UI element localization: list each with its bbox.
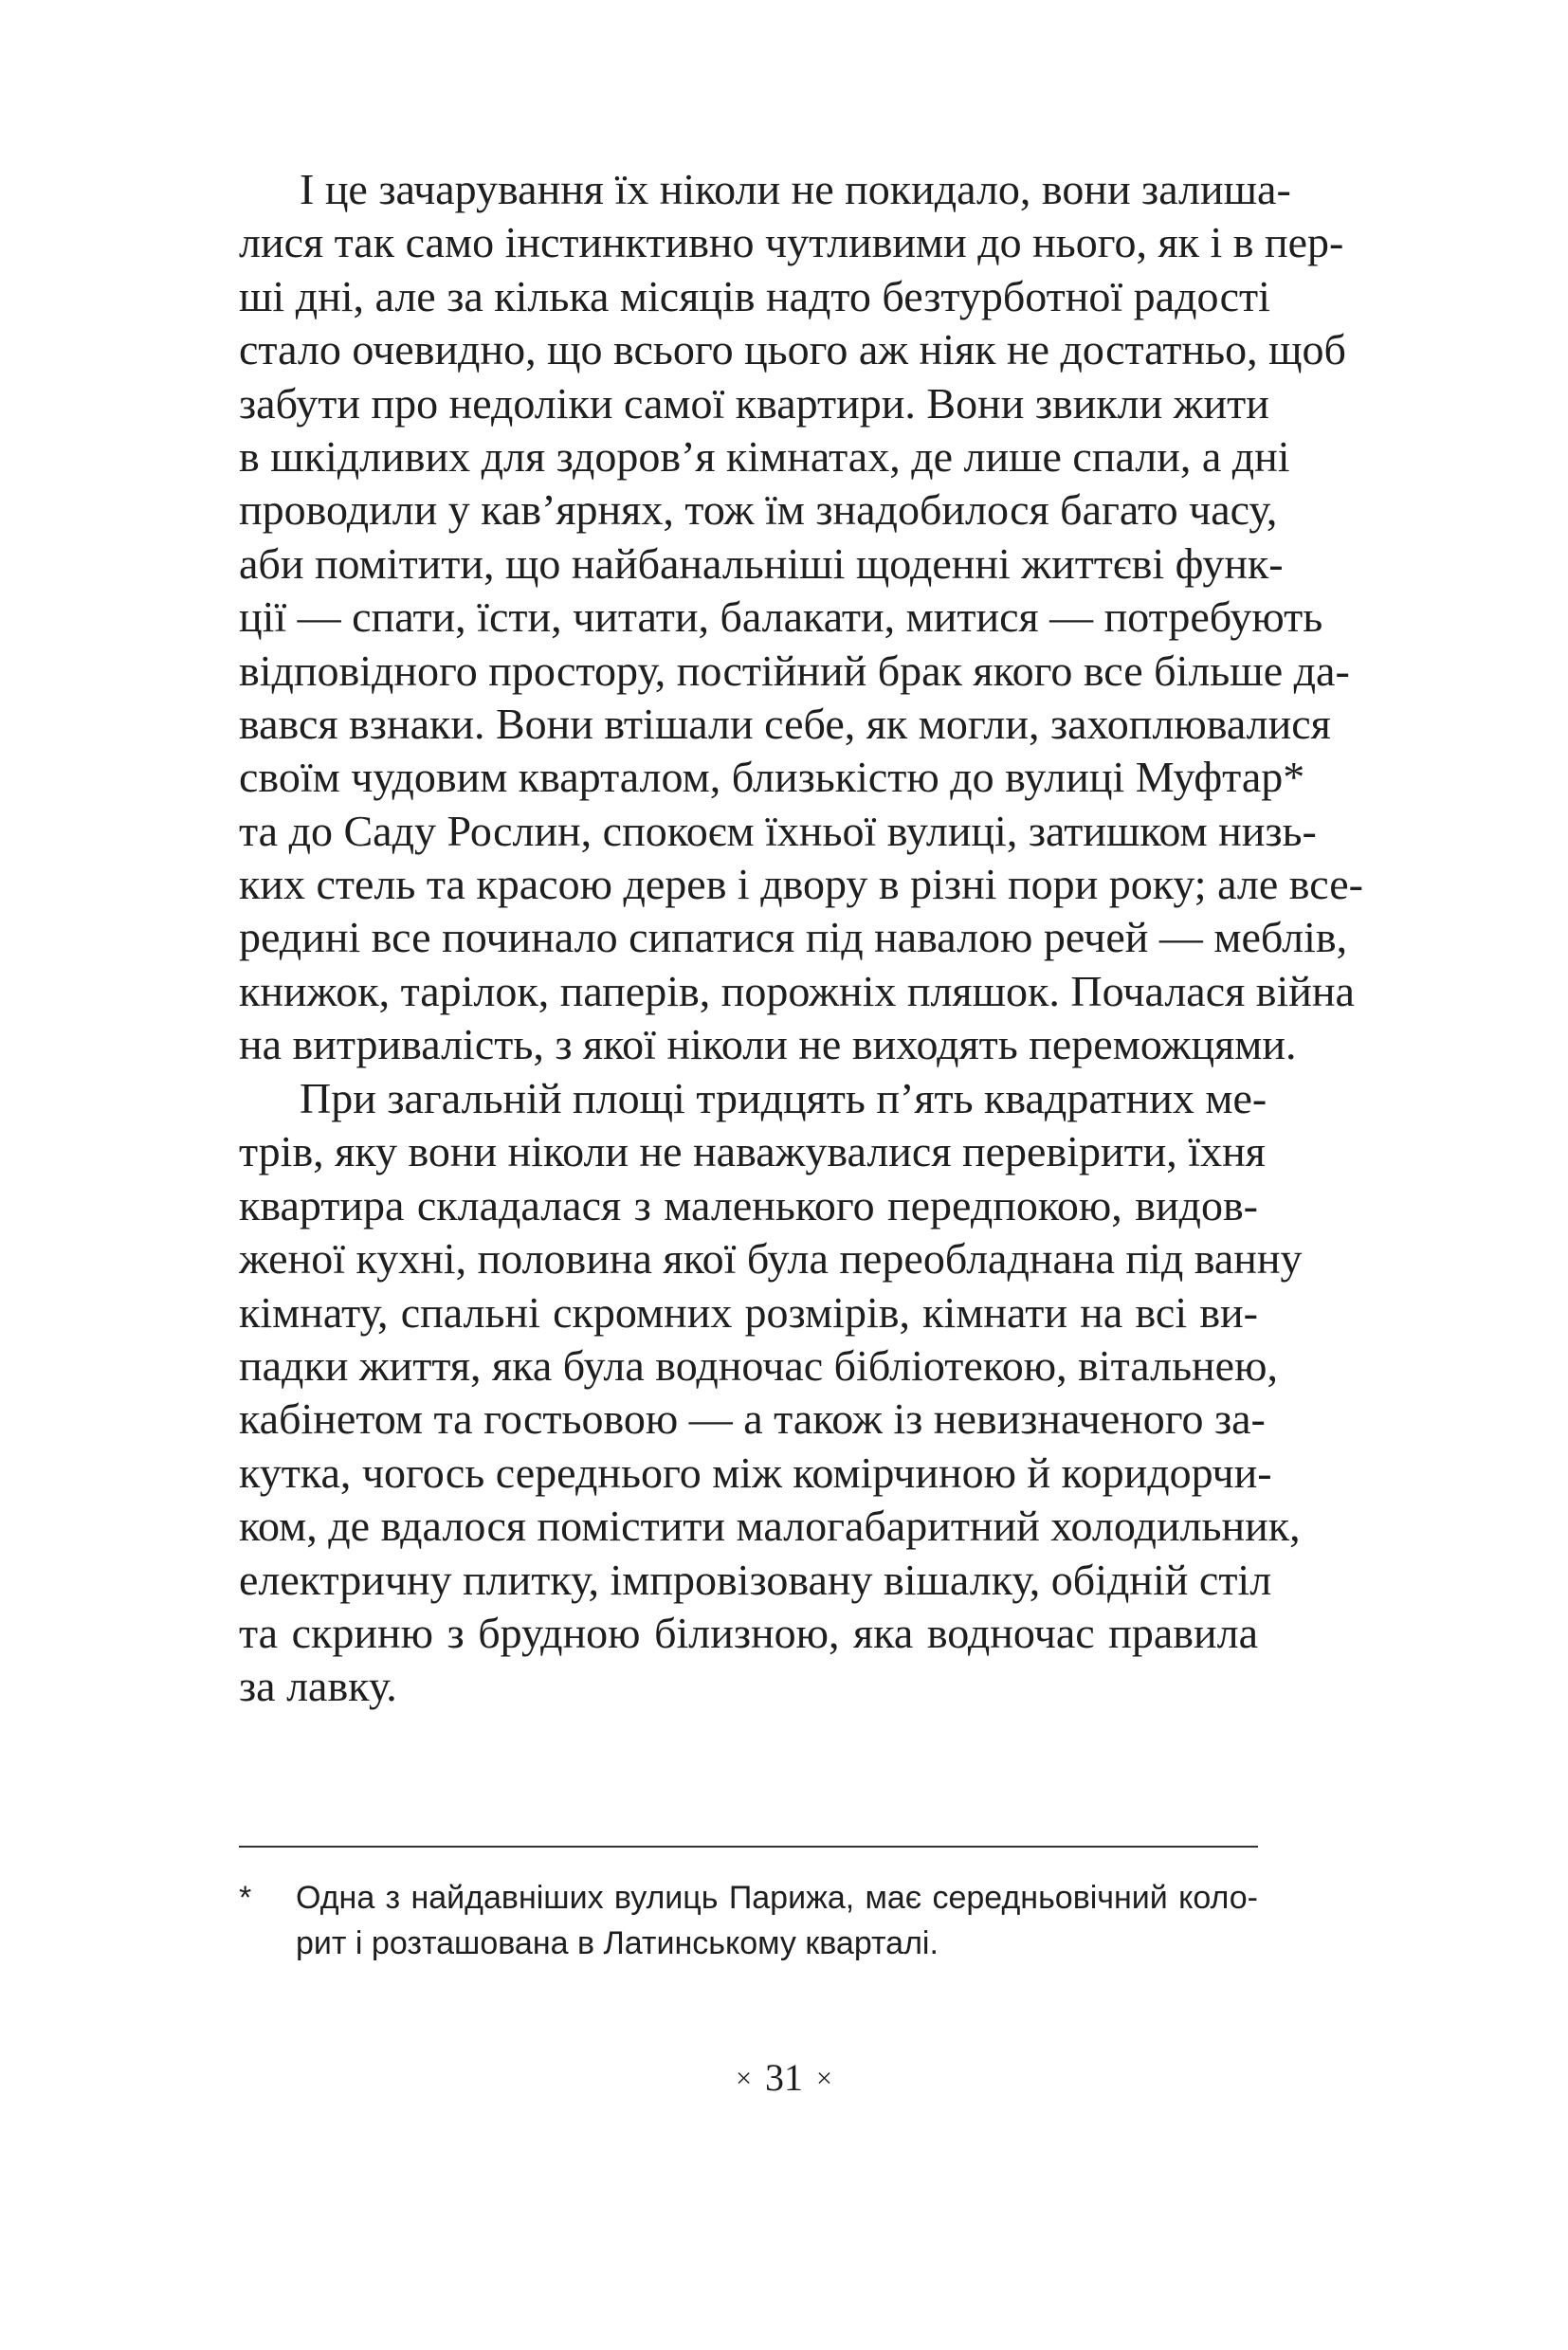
text-line: стало очевидно, що всього цього аж ніяк не достатньо, щоб [239,325,1346,374]
footnote-line: рит і розташована в Латинському кварталі. [296,1925,939,1961]
text-line: на витривалість, з якої ніколи не виходять переможцями. [239,1020,1297,1069]
footnote-line: Одна з найдавніших вулиць Парижа, має середньовічний коло- [296,1880,1258,1916]
text-line: відповідного простору, постійний брак якого все більше да- [239,646,1350,695]
paragraph-2 [239,1072,1303,1714]
text-line: книжок, тарілок, паперів, порожніх пляшок. Почалася війна [239,966,1355,1015]
text-line: трів, яку вони ніколи не наважувалися перевірити, їхня [239,1127,1266,1176]
text-line: женої кухні, половина якої була переобладнана під ванну [239,1234,1303,1284]
text-line: падки життя, яка була водночас бібліотекою, вітальнею, [239,1340,1278,1390]
footnote-marker: * [239,1880,252,1916]
text-line: в шкідливих для здоров’я кімнатах, де лише спали, а дні [239,431,1290,481]
page-number-ornament-right: × [816,2063,832,2094]
text-line: за лавку. [239,1662,397,1711]
text-line: кабінетом та гостьовою — а також із невизначеного за- [239,1394,1266,1444]
text-line: лися так само інстинктивно чутливими до нього, як і в пер- [239,218,1344,267]
text-line: редині все починало сипатися під навалою речей — меблів, [239,913,1348,962]
text-line: ких стель та красою дерев і двору в різні пори року; але все- [239,860,1363,909]
text-line: кутка, чогось середнього між комірчиною й коридорчи- [239,1448,1272,1497]
paragraph-1 [239,163,1363,1072]
footnote-divider [239,1846,1258,1848]
text-line: аби помітити, що найбанальніші щоденні життєві функ- [239,538,1284,588]
page-number-ornament-left: × [736,2063,752,2094]
page-number [0,2055,1568,2100]
text-line: ком, де вдалося помістити малогабаритний холодильник, [239,1502,1301,1551]
footnote [239,1875,1258,1966]
text-line: кімнату, спальні скромних розмірів, кімнати на всі ви- [239,1287,1258,1337]
text-line: І це зачарування їх ніколи не покидало, вони залиша- [300,165,1291,213]
text-line: електричну плитку, імпровізовану вішалку, обідній стіл [239,1555,1272,1604]
text-line: забути про недоліки самої квартири. Вони звикли жити [239,378,1269,428]
text-line: проводили у кав’ярнях, тож їм знадобилося багато часу, [239,485,1278,535]
text-line: квартира складалася з маленького передпокою, видов- [239,1180,1258,1230]
text-line: При загальній площі тридцять п’ять квадратних ме- [300,1074,1267,1122]
text-line: вався взнаки. Вони втішали себе, як могли, захоплювалися [239,699,1331,748]
text-line: своїм чудовим кварталом, близькістю до вулиці Муфтар* [239,753,1305,802]
text-line: ші дні, але за кілька місяців надто безтурботної радості [239,271,1270,320]
text-line: та скриню з брудною білизною, яка водночас правила [239,1608,1258,1657]
text-line: ції — спати, їсти, читати, балакати, митися — потребують [239,592,1323,642]
text-line: та до Саду Рослин, спокоєм їхньої вулиці, затишком низь- [239,806,1317,855]
footnote-text [296,1875,1258,1966]
page-number-value: 31 [765,2056,803,2099]
